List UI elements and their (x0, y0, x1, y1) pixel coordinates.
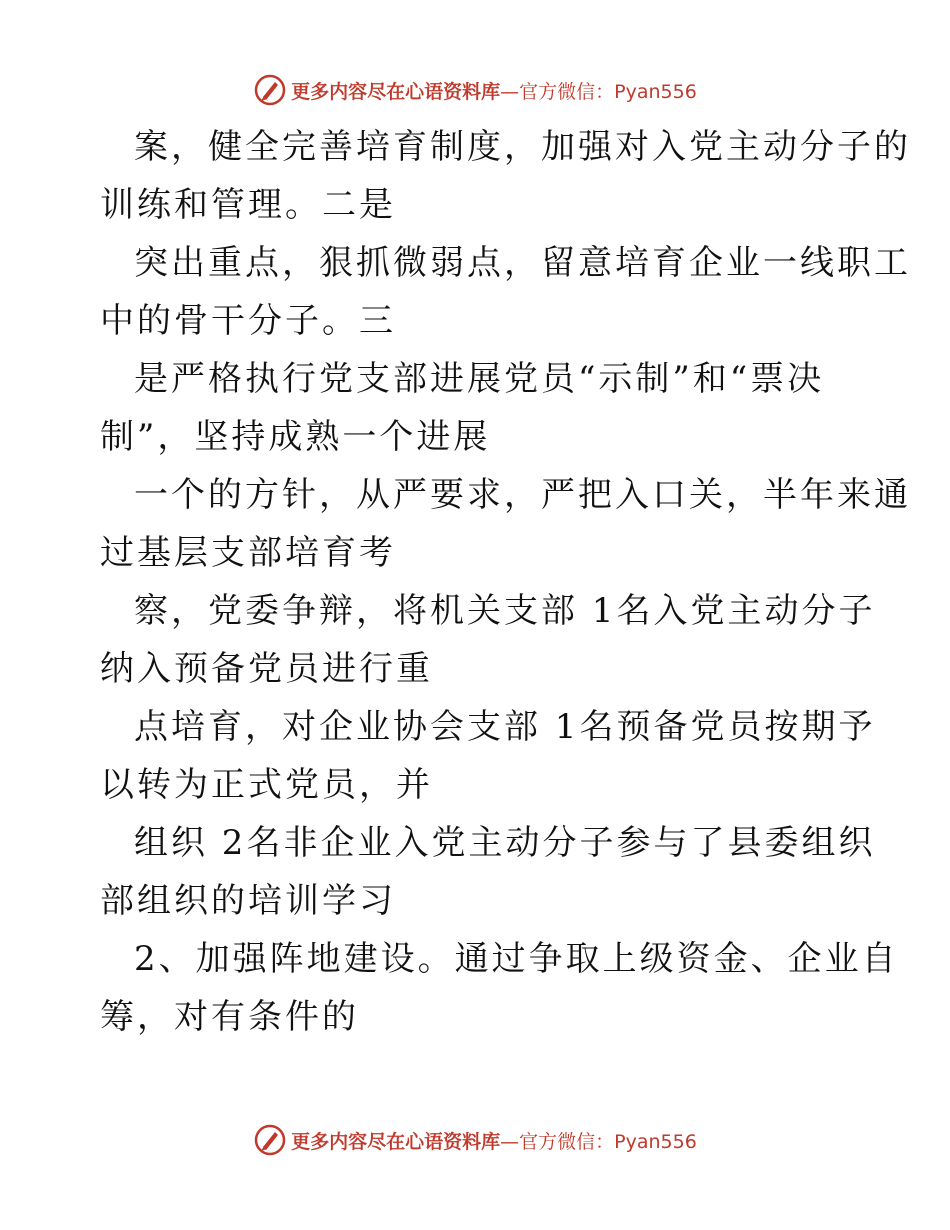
body-line: 一个的方针，从严要求，严把入口关，半年来通 (134, 475, 911, 515)
body-line: 察，党委争辩，将机关支部 1名入党主动分子 (134, 591, 876, 631)
pen-logo-icon (253, 1123, 287, 1157)
body-line: 是严格执行党支部进展党员“示制”和“票决 (134, 359, 825, 399)
body-line: 突出重点，狠抓微弱点，留意培育企业一线职工 (134, 243, 911, 283)
banner-wechat-text: —官方微信：Pyan556 (500, 1130, 697, 1153)
banner-brand-text: 更多内容尽在心语资料库 (291, 1130, 501, 1153)
banner-wechat-text: —官方微信：Pyan556 (500, 80, 697, 103)
body-line: 制”，坚持成熟一个进展 (100, 417, 491, 457)
body-line: 以转为正式党员，并 (100, 765, 433, 805)
header-banner (0, 70, 950, 110)
document-body (100, 118, 911, 1046)
body-line: 部组织的培训学习 (100, 881, 396, 921)
banner-brand-text: 更多内容尽在心语资料库 (291, 80, 501, 103)
body-line: 筹，对有条件的 (100, 997, 359, 1037)
footer-banner (0, 1120, 950, 1160)
pen-logo-icon (253, 73, 287, 107)
body-line: 2、加强阵地建设。通过争取上级资金、企业自 (134, 939, 899, 979)
body-line: 中的骨干分子。三 (100, 301, 396, 341)
body-line: 案，健全完善培育制度，加强对入党主动分子的 (134, 127, 911, 167)
body-line: 过基层支部培育考 (100, 533, 396, 573)
body-line: 纳入预备党员进行重 (100, 649, 433, 689)
body-line: 训练和管理。二是 (100, 185, 396, 225)
body-line: 点培育，对企业协会支部 1名预备党员按期予 (134, 707, 876, 747)
body-line: 组织 2名非企业入党主动分子参与了县委组织 (134, 823, 876, 863)
